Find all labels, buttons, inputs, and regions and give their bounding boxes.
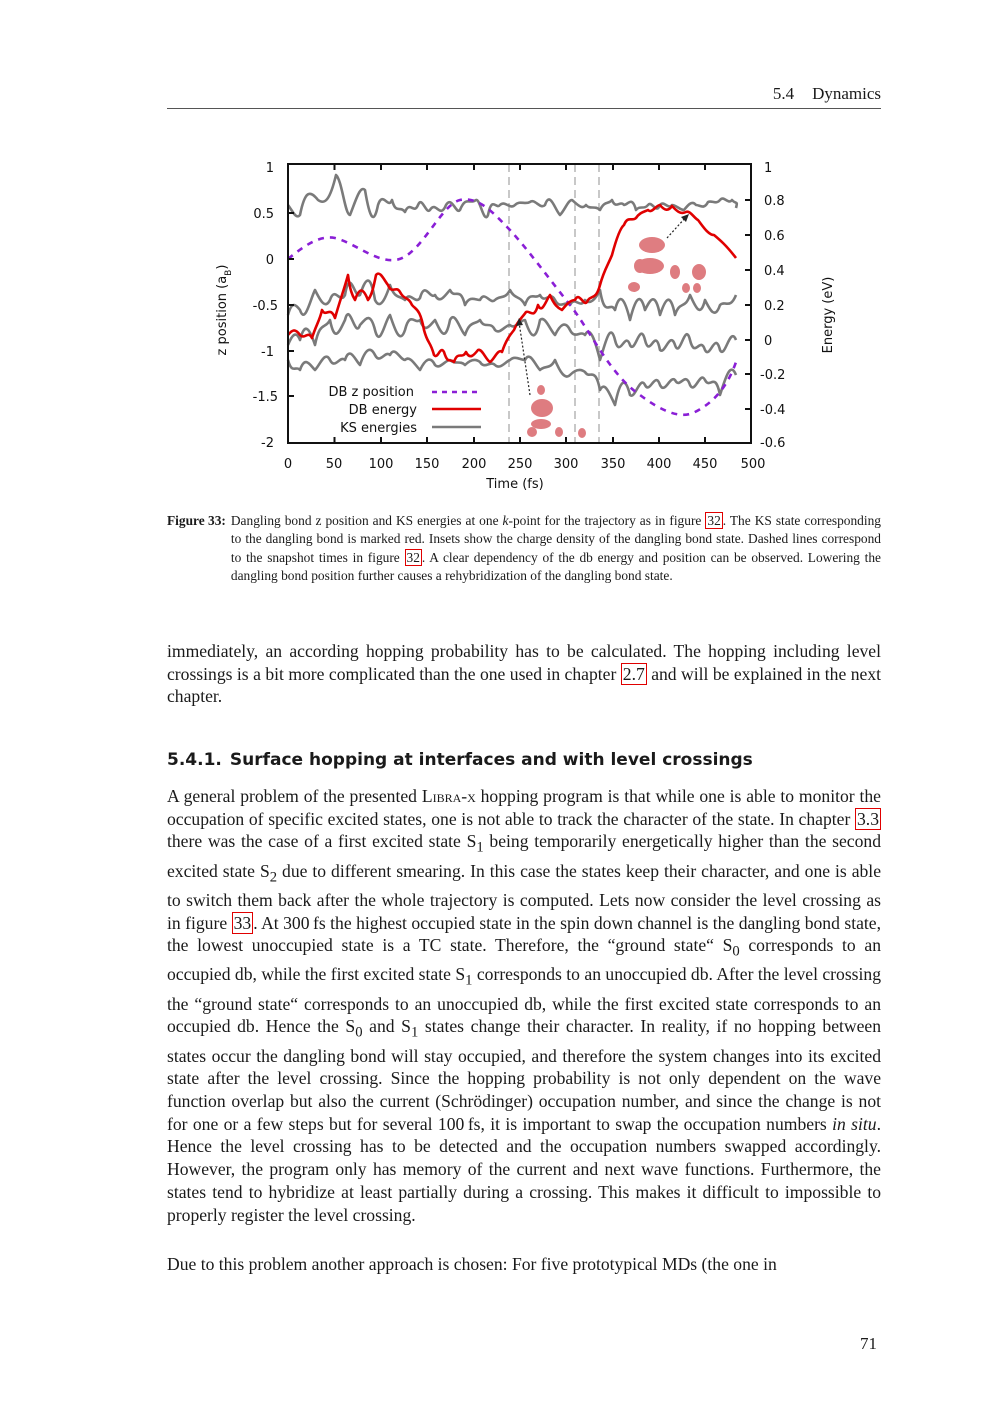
svg-text:0: 0	[764, 334, 773, 349]
svg-text:0.5: 0.5	[253, 207, 274, 222]
svg-text:0.2: 0.2	[764, 299, 785, 314]
svg-text:300: 300	[553, 457, 579, 472]
svg-text:0.6: 0.6	[764, 229, 785, 244]
svg-text:500: 500	[740, 457, 766, 472]
svg-text:200: 200	[461, 457, 487, 472]
svg-text:-0.5: -0.5	[252, 299, 278, 314]
paragraph-intro: immediately, an according hopping probability has to be calculated. The hopping including level crossings is a bit more complicated than the one used in chapter 2.7 and will be explained in the next chapter.	[167, 641, 882, 707]
svg-text:-2: -2	[261, 436, 274, 451]
figure-ref-link[interactable]: 33	[233, 912, 252, 933]
figure-label: Figure 33:	[167, 513, 226, 528]
figure-ref-link[interactable]: 32	[707, 513, 721, 528]
svg-text:450: 450	[692, 457, 718, 472]
legend-label-db-energy: DB energy	[348, 403, 417, 418]
chapter-ref-link[interactable]: 3.3	[857, 808, 879, 829]
legend-label-ks-energies: KS energies	[340, 421, 417, 436]
svg-text:50: 50	[325, 457, 343, 472]
svg-text:0.4: 0.4	[764, 264, 785, 279]
svg-text:350: 350	[600, 457, 626, 472]
svg-text:0: 0	[265, 253, 274, 268]
svg-text:0.8: 0.8	[764, 194, 785, 209]
right-axis-labels	[760, 161, 785, 451]
header-section-title: Dynamics	[812, 84, 881, 103]
svg-text:100: 100	[368, 457, 394, 472]
svg-text:250: 250	[507, 457, 533, 472]
svg-text:1: 1	[265, 161, 274, 176]
caption-text: Dangling bond z position and KS energies at one k-point for the trajectory as in figure 32 . The KS state corresponding to the dangling bond is marked red. Insets show the charge density of the dangling bond state. Dashed lines correspond to the snapshot times in figure 32 . A clear dependency of the db energy and position can be observed. Lowering the dangling bond position further causes a rehybridization of the dangling bond state.	[230, 513, 881, 584]
svg-text:400: 400	[646, 457, 672, 472]
chart-legend	[328, 385, 481, 436]
header-section-number: 5.4	[772, 84, 795, 103]
paragraph-next: Due to this problem another approach is chosen: For five prototypical MDs (the one in	[167, 1254, 777, 1274]
charge-density-inset-right	[628, 237, 706, 293]
svg-text:-0.6: -0.6	[760, 436, 786, 451]
figure-ref-link[interactable]: 32	[406, 549, 420, 565]
x-axis-labels	[284, 457, 766, 472]
running-head	[167, 84, 881, 109]
page-number: 71	[860, 1334, 877, 1353]
db-energy-line	[288, 205, 736, 362]
y-axis-left-title: z position $(a_B)$	[215, 264, 234, 356]
y-axis-right-title: Energy (eV)	[821, 276, 836, 354]
chapter-ref-link[interactable]: 2.7	[622, 663, 645, 684]
svg-text:1: 1	[764, 161, 773, 176]
arrow-head-icon	[681, 214, 689, 222]
svg-text:-0.4: -0.4	[760, 403, 786, 418]
paragraph-main: A general problem of the presented Libra-x hopping program is that while one is able to monitor the occupation of specific excited states, one is not able to track the character of the state. In chapter 3.3 there was the case of a first excited state $S_1$ being temporarily energetically higher than the second excited state $S_2$ due to different smearing. In this case the states keep their character, and one is able to switch them back after the whole trajectory is computed. Lets now consider the level crossing as in figure 33 . At 300 fs the highest occupied state in the spin down channel is the dangling bond state, the lowest unoccupied state is a TC state. Therefore, the “ground state“ $S_0$ corresponds to an occupied db, while the first excited state $S_1$ corresponds to an unoccupied db. After the level crossing the “ground state“ corresponds to an unoccupied db, while the first excited state corresponds to an occupied db. Hence the $S_0$ and $S_1$ states change their character. In reality, if no hopping between states occur the dangling bond will stay occupied, and therefore the system changes into its excited state after the level crossing. Since the hopping probability is not only dependent on the wave function overlap but also the current (Schrödinger) occupation number, and since the change is not for one or a few steps but for several 100 fs, it is important to swap the occupation numbers in situ. Hence the level crossing has to be detected and the occupation numbers swapped accordingly. However, the program only has memory of the current and next wave functions. Furthermore, the states tend to hybridize at least partially during a crossing. This makes it difficult to impossible to properly register the level crossing.	[167, 786, 882, 1225]
plot-frame	[288, 164, 751, 443]
svg-text:-1: -1	[261, 345, 274, 360]
figure-caption	[167, 512, 881, 586]
x-axis-title: Time (fs)	[486, 477, 544, 492]
charge-density-inset-left	[527, 385, 586, 438]
svg-text:0: 0	[283, 457, 293, 472]
left-axis-labels	[253, 161, 278, 451]
section-heading: 5.4.1. Surface hopping at interfaces and with level crossings	[167, 750, 753, 770]
svg-text:150: 150	[414, 457, 440, 472]
legend-label-db-z: DB z position	[328, 385, 414, 400]
svg-text:-1.5: -1.5	[252, 390, 278, 405]
figure-33-chart	[200, 150, 860, 500]
svg-text:-0.2: -0.2	[760, 368, 786, 383]
